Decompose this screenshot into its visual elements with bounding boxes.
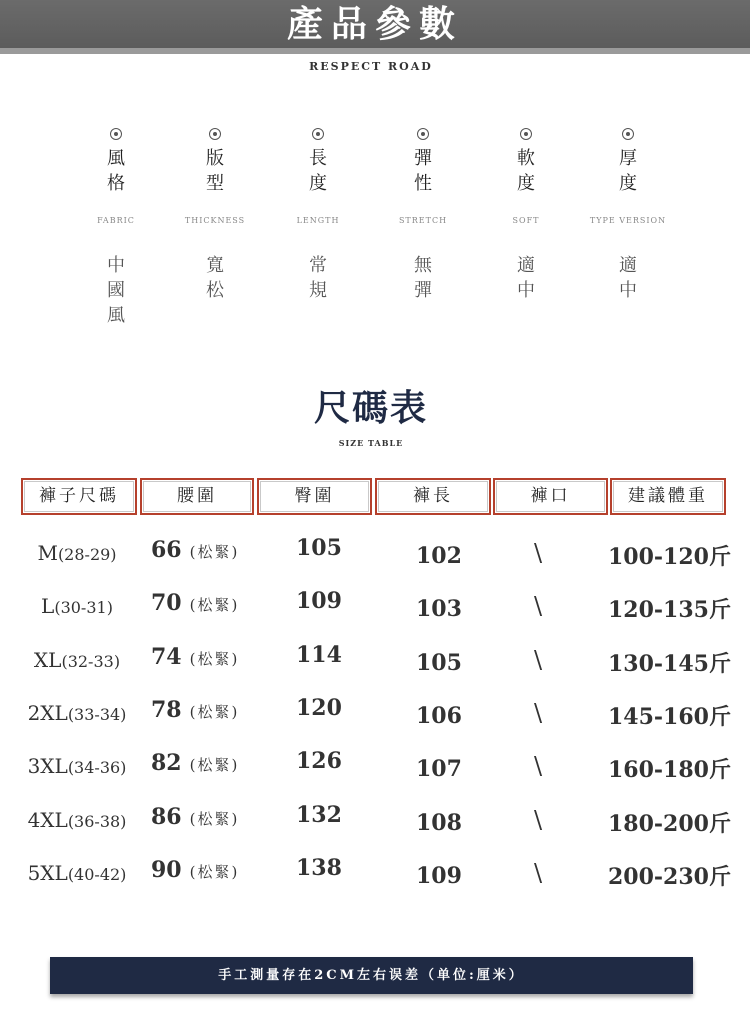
header-hip: 臀圍 (257, 478, 372, 515)
weight-cell: 145-160斤 (608, 704, 731, 730)
waist-value: 70 (151, 590, 182, 616)
page-subtitle: RESPECT ROAD (309, 60, 433, 73)
header-length: 褲長 (375, 478, 491, 515)
bullet-icon (312, 128, 324, 140)
size-range: (34-36) (67, 758, 127, 777)
waist-value: 78 (151, 697, 182, 723)
size-cell (0, 754, 154, 778)
hip-cell: 132 (296, 802, 342, 828)
size-label: M (37, 541, 58, 565)
leg-opening-cell: \ (534, 752, 543, 780)
size-label: L (41, 594, 55, 618)
size-table-subtitle: SIZE TABLE (338, 438, 404, 448)
param-name: 軟度 (517, 148, 535, 194)
header-leg-opening: 褲口 (493, 478, 608, 515)
size-table-title: 尺碼表 (313, 387, 428, 429)
param-soft (471, 128, 581, 303)
weight-cell: 180-200斤 (608, 811, 731, 837)
size-label: 2XL (27, 701, 68, 725)
waist-cell (151, 750, 239, 776)
header-divider (0, 48, 750, 54)
size-range: (28-29) (57, 545, 117, 564)
hip-cell: 105 (296, 535, 342, 561)
param-name: 厚度 (619, 148, 637, 194)
hip-cell: 114 (296, 642, 342, 668)
waist-note: (松緊) (189, 863, 240, 881)
waist-value: 74 (151, 644, 182, 670)
hip-cell: 126 (296, 748, 342, 774)
waist-note: (松緊) (189, 543, 240, 561)
waist-value: 82 (151, 750, 182, 776)
waist-value: 90 (151, 857, 182, 883)
size-label: 4XL (27, 808, 68, 832)
bullet-icon (209, 128, 221, 140)
size-range: (40-42) (67, 865, 127, 884)
leg-opening-cell: \ (534, 592, 543, 620)
param-stretch (368, 128, 478, 303)
size-cell (0, 594, 154, 618)
length-cell: 109 (416, 863, 462, 889)
leg-opening-cell: \ (534, 646, 543, 674)
param-en: SOFT (512, 216, 540, 225)
leg-opening-cell: \ (534, 806, 543, 834)
param-thickness (160, 128, 270, 303)
size-cell (0, 648, 154, 672)
header-waist: 腰圍 (140, 478, 254, 515)
param-name: 風格 (107, 148, 125, 194)
length-cell: 106 (416, 703, 462, 729)
weight-cell: 100-120斤 (608, 544, 731, 570)
length-cell: 108 (416, 810, 462, 836)
waist-note: (松緊) (189, 596, 240, 614)
leg-opening-cell: \ (534, 539, 543, 567)
param-en: LENGTH (296, 216, 340, 225)
weight-cell: 120-135斤 (608, 597, 731, 623)
size-cell (0, 701, 154, 725)
waist-value: 86 (151, 804, 182, 830)
waist-cell (151, 644, 239, 670)
param-en: TYPE VERSION (589, 216, 667, 225)
length-cell: 103 (416, 596, 462, 622)
waist-note: (松緊) (189, 756, 240, 774)
param-value: 常規 (309, 255, 327, 301)
param-value: 適中 (619, 255, 637, 301)
waist-cell (151, 537, 239, 563)
bullet-icon (520, 128, 532, 140)
length-cell: 107 (416, 756, 462, 782)
param-value: 寬松 (206, 255, 224, 301)
header-size: 褲子尺碼 (21, 478, 137, 515)
size-label: XL (33, 648, 62, 672)
leg-opening-cell: \ (534, 699, 543, 727)
param-length (263, 128, 373, 303)
length-cell: 102 (416, 543, 462, 569)
waist-note: (松緊) (189, 703, 240, 721)
bullet-icon (110, 128, 122, 140)
waist-value: 66 (151, 537, 182, 563)
param-value: 中國風 (107, 255, 125, 326)
param-name: 彈性 (414, 148, 432, 194)
param-value: 適中 (517, 255, 535, 301)
header-weight: 建議體重 (610, 478, 726, 515)
size-label: 3XL (27, 754, 68, 778)
size-range: (32-33) (61, 652, 121, 671)
bullet-icon (622, 128, 634, 140)
waist-cell (151, 857, 239, 883)
weight-cell: 130-145斤 (608, 651, 731, 677)
waist-note: (松緊) (189, 810, 240, 828)
param-fabric (61, 128, 171, 328)
param-value: 無彈 (414, 255, 432, 301)
measurement-note: 手工測量存在2CM左右误差（单位:厘米） (50, 957, 693, 994)
bullet-icon (417, 128, 429, 140)
size-cell (0, 808, 154, 832)
page-title: 產品參數 (286, 3, 463, 45)
hip-cell: 120 (296, 695, 342, 721)
param-name: 版型 (206, 148, 224, 194)
param-en: THICKNESS (184, 216, 246, 225)
size-cell (0, 861, 154, 885)
leg-opening-cell: \ (534, 859, 543, 887)
param-type-version (573, 128, 683, 303)
weight-cell: 160-180斤 (608, 757, 731, 783)
size-range: (30-31) (54, 598, 113, 617)
hip-cell: 109 (296, 588, 342, 614)
param-name: 長度 (309, 148, 327, 194)
hip-cell: 138 (296, 855, 342, 881)
size-range: (36-38) (67, 812, 127, 831)
waist-cell (151, 697, 239, 723)
param-en: STRETCH (398, 216, 448, 225)
size-label: 5XL (27, 861, 68, 885)
weight-cell: 200-230斤 (608, 864, 731, 890)
length-cell: 105 (416, 650, 462, 676)
size-cell (0, 541, 154, 565)
waist-cell (151, 590, 239, 616)
size-range: (33-34) (67, 705, 127, 724)
waist-note: (松緊) (189, 650, 240, 668)
param-en: FABRIC (97, 216, 135, 225)
waist-cell (151, 804, 239, 830)
